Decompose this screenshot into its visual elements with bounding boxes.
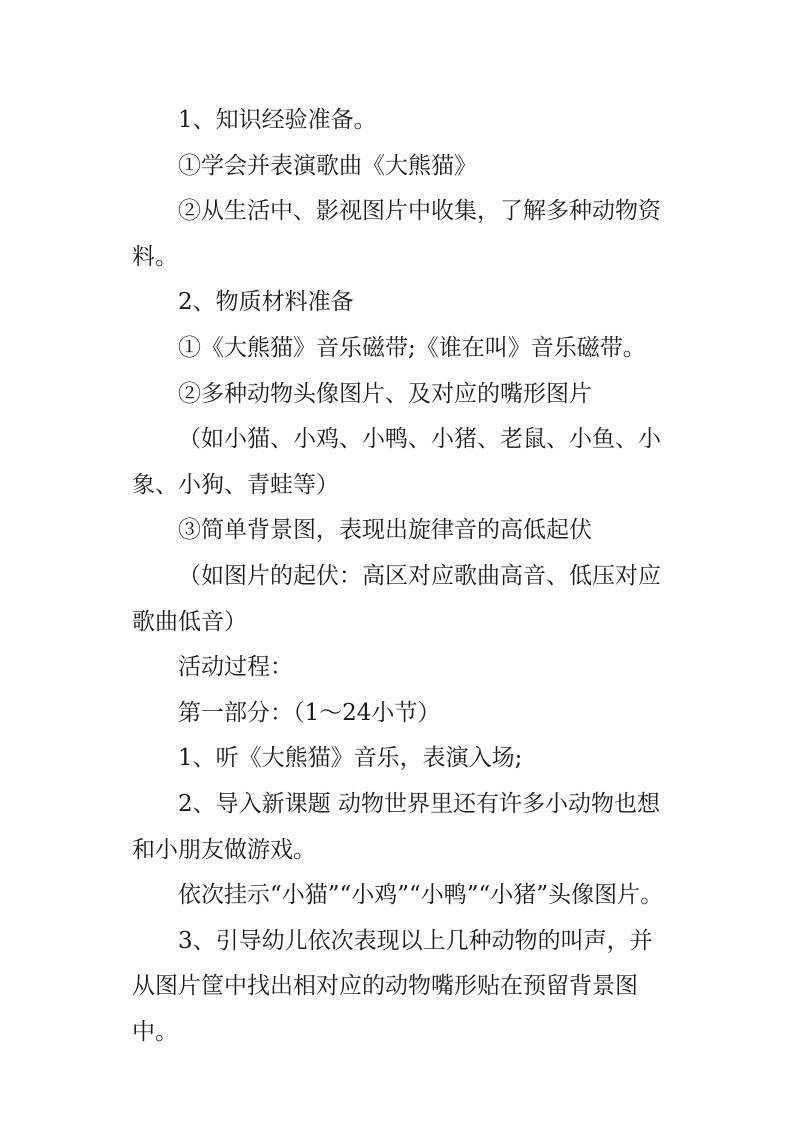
paragraph-learn-song: ①学会并表演歌曲《大熊猫》 [178,152,477,179]
paragraph-material-prep: 2、物质材料准备 [178,289,354,316]
paragraph-activity-process: 活动过程： [178,654,293,681]
paragraph-step-introduce: 2、导入新课题 动物世界里还有许多小动物也想和小朋友做游戏。 [132,790,660,863]
document-body [132,98,672,1055]
paragraph-show-heads: 依次挂示“小猫”“小鸡”“小鸭”“小猪”头像图片。 [178,882,664,909]
paragraph-knowledge-prep: 1、知识经验准备。 [178,107,377,133]
paragraph-animal-examples: （如小猫、小鸡、小鸭、小猪、老鼠、小鱼、小象、小狗、青蛙等） [132,426,661,498]
paragraph-part-one: 第一部分：（1～24小节） [178,699,441,726]
paragraph-image-contour: （如图片的起伏：高区对应歌曲高音、低压对应歌曲低音） [132,562,661,635]
paragraph-step-enter: 1、听《大熊猫》音乐，表演入场; [178,745,523,772]
paragraph-collect-info: ②从生活中、影视图片中收集，了解多种动物资料。 [132,198,661,270]
paragraph-background-image: ③简单背景图，表现出旋律音的高低起伏 [178,517,592,544]
paragraph-animal-pictures: ②多种动物头像图片、及对应的嘴形图片 [178,380,592,407]
paragraph-step-sounds: 3、引导幼儿依次表现以上几种动物的叫声，并从图片筐中找出相对应的动物嘴形贴在预留背景图中。 [132,927,653,1045]
paragraph-music-tapes: ①《大熊猫》音乐磁带;《谁在叫》音乐磁带。 [178,334,646,361]
